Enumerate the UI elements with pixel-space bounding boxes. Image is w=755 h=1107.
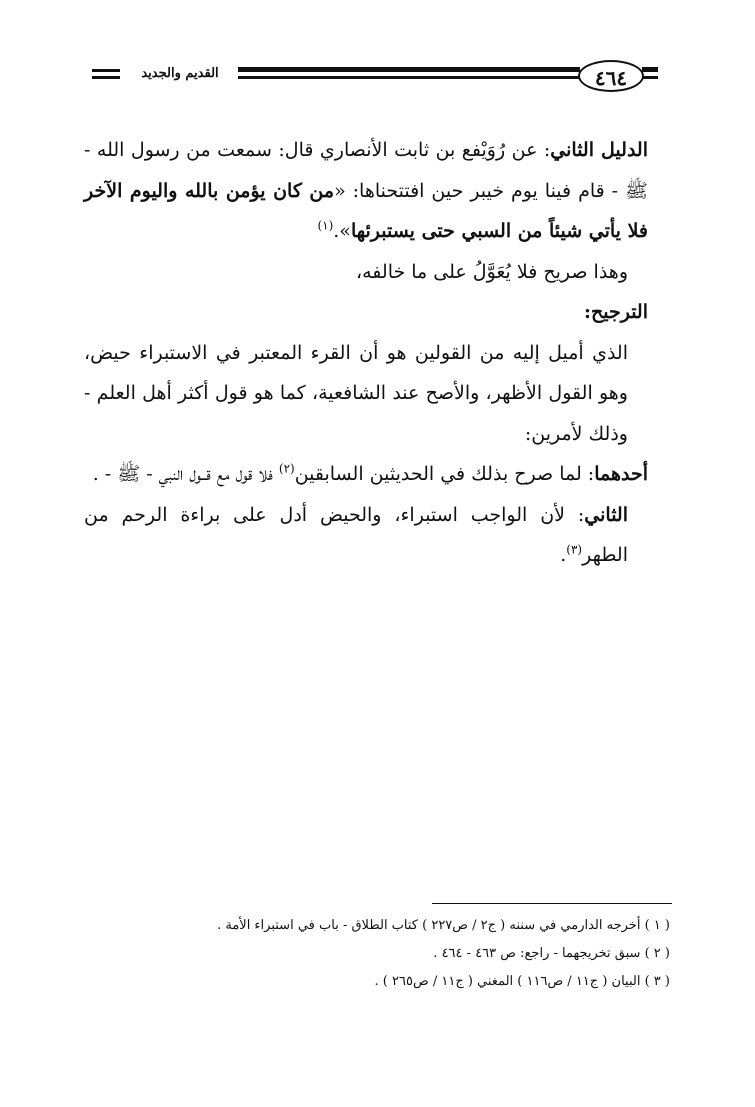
- heading-text: الترجيح:: [583, 301, 648, 323]
- footnote-2: ( ٢ ) سبق تخريجهما - راجع: ص ٤٦٣ - ٤٦٤ .: [433, 946, 670, 961]
- first-reason-label: أحدهما: [594, 463, 648, 485]
- page-header: [0, 0, 755, 120]
- paragraph-first-reason: [84, 454, 648, 495]
- footnote-ref-3: (٣): [566, 542, 583, 557]
- header-ornament-right: [642, 67, 658, 79]
- footnote-ref-1: (١): [317, 218, 334, 233]
- second-reason-text: : لأن الواجب استبراء، والحيض أدل على براءة الرحم من الطهر: [84, 503, 628, 566]
- running-title: القديم والجديد: [141, 66, 219, 81]
- header-ornament-left: [92, 69, 120, 83]
- footnote-divider: [432, 903, 672, 904]
- paragraph-second-reason: [84, 495, 648, 576]
- footnote-3: ( ٣ ) البيان ( ج١١ / ص١١٦ ) المغني ( ج١١ / ص٢٦٥ ) .: [374, 974, 670, 989]
- paragraph-evidence: [84, 130, 648, 252]
- evidence-label: الدليل الثاني: [550, 139, 648, 161]
- hadith-text: من كان يؤمن بالله واليوم الآخر فلا يأتي شيئاً من السبي حتى يستبرئها: [84, 179, 648, 242]
- evidence-text: : عن رُوَيْفع بن ثابت الأنصاري قال: سمعت من رسول الله - ﷺ - قام فينا يوم خيبر حين افتتحناها: «: [84, 139, 648, 202]
- header-rule: [238, 67, 580, 79]
- footnote-1: ( ١ ) أخرجه الدارمي في سننه ( ج٢ / ص٢٢٧ ) كتاب الطلاق - باب في استبراء الأمة .: [217, 918, 670, 933]
- second-reason-label: الثاني: [584, 503, 628, 526]
- paragraph-preference: الذي أميل إليه من القولين هو أن القرء المعتبر في الاستبراء حيض، وهو القول الأظهر، والأصح عند الشافعية، كما هو قول أكثر أهل العلم - وذلك لأمرين:: [84, 341, 628, 445]
- second-reason-end: .: [560, 544, 567, 566]
- first-reason-end: فلا قول مع قــول النبي - ﷺ - .: [92, 463, 279, 485]
- hadith-close: ».: [333, 220, 351, 242]
- footnote-ref-2: (٢): [278, 461, 295, 476]
- first-reason-text: : لما صرح بذلك في الحديثين السابقين: [294, 463, 595, 485]
- section-heading: [84, 292, 648, 333]
- paragraph-explicit: وهذا صريح فلا يُعَوَّلُ على ما خالفه،: [355, 260, 628, 283]
- footnotes: [90, 912, 670, 996]
- main-text: [84, 130, 648, 576]
- page-number: ٤٦٤: [578, 60, 644, 92]
